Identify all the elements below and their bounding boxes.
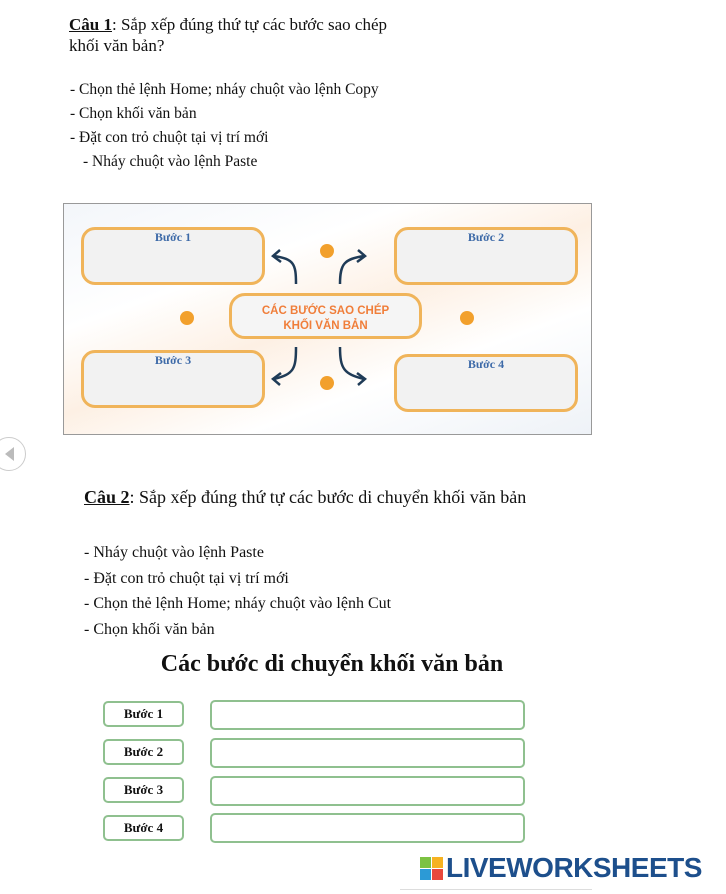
step-label-4: Bước 4 (103, 815, 184, 841)
list-item: - Chọn thẻ lệnh Home; nháy chuột vào lệnh Cut (84, 595, 392, 612)
step-label: Bước 4 (467, 357, 505, 371)
step-answer-input-1[interactable] (210, 700, 525, 730)
list-item: - Đặt con trỏ chuột tại vị trí mới (84, 569, 289, 587)
list-item: - Chọn khối văn bản (84, 620, 215, 638)
question-2-text: : Sắp xếp đúng thứ tự các bước di chuyển khối văn bản (129, 487, 527, 507)
step-answer-input-4[interactable] (210, 813, 525, 843)
diagram-title-line: CÁC BƯỚC SAO CHÉP (261, 305, 390, 317)
list-item: - Nháy chuột vào lệnh Paste (83, 153, 258, 170)
question-2 (84, 487, 526, 508)
logo-tile (432, 869, 443, 880)
list-item: - Nháy chuột vào lệnh Paste (84, 544, 264, 561)
step-label-3: Bước 3 (103, 777, 184, 803)
question-1-text: : Sắp xếp đúng thứ tự các bước sao chép (111, 15, 388, 34)
move-steps-title: Các bước di chuyển khối văn bản (160, 651, 504, 677)
question-1-items (70, 78, 379, 174)
step-label-2: Bước 2 (103, 739, 184, 765)
list-item: - Đặt con trỏ chuột tại vị trí mới (70, 129, 269, 146)
question-2-label: Câu 2 (84, 487, 130, 507)
copy-steps-diagram (63, 203, 592, 435)
list-item: - Chọn khối văn bản (70, 105, 197, 122)
step-label: Bước 1 (154, 230, 192, 244)
question-1-text-cont: khối văn bản? (69, 36, 165, 55)
logo-tiles-icon (420, 857, 443, 880)
question-2-items (84, 540, 391, 642)
question-1-label: Câu 1 (69, 15, 112, 34)
prev-page-button[interactable] (0, 437, 26, 471)
step-label: Bước 3 (154, 353, 192, 367)
step-label: Bước 2 (467, 230, 505, 244)
logo-tile (420, 869, 431, 880)
liveworksheets-logo (420, 852, 702, 884)
logo-text: LIVEWORKSHEETS (446, 852, 702, 883)
divider (400, 889, 592, 890)
step-label-1: Bước 1 (103, 701, 184, 727)
step-answer-input-3[interactable] (210, 776, 525, 806)
diagram-title-line: KHỐI VĂN BẢN (283, 320, 368, 332)
chevron-left-icon (5, 447, 14, 461)
step-answer-input-2[interactable] (210, 738, 525, 768)
logo-tile (420, 857, 431, 868)
arrows-icon (64, 204, 591, 434)
logo-tile (432, 857, 443, 868)
list-item: - Chọn thẻ lệnh Home; nháy chuột vào lệnh Copy (70, 81, 379, 98)
question-1 (69, 14, 387, 56)
